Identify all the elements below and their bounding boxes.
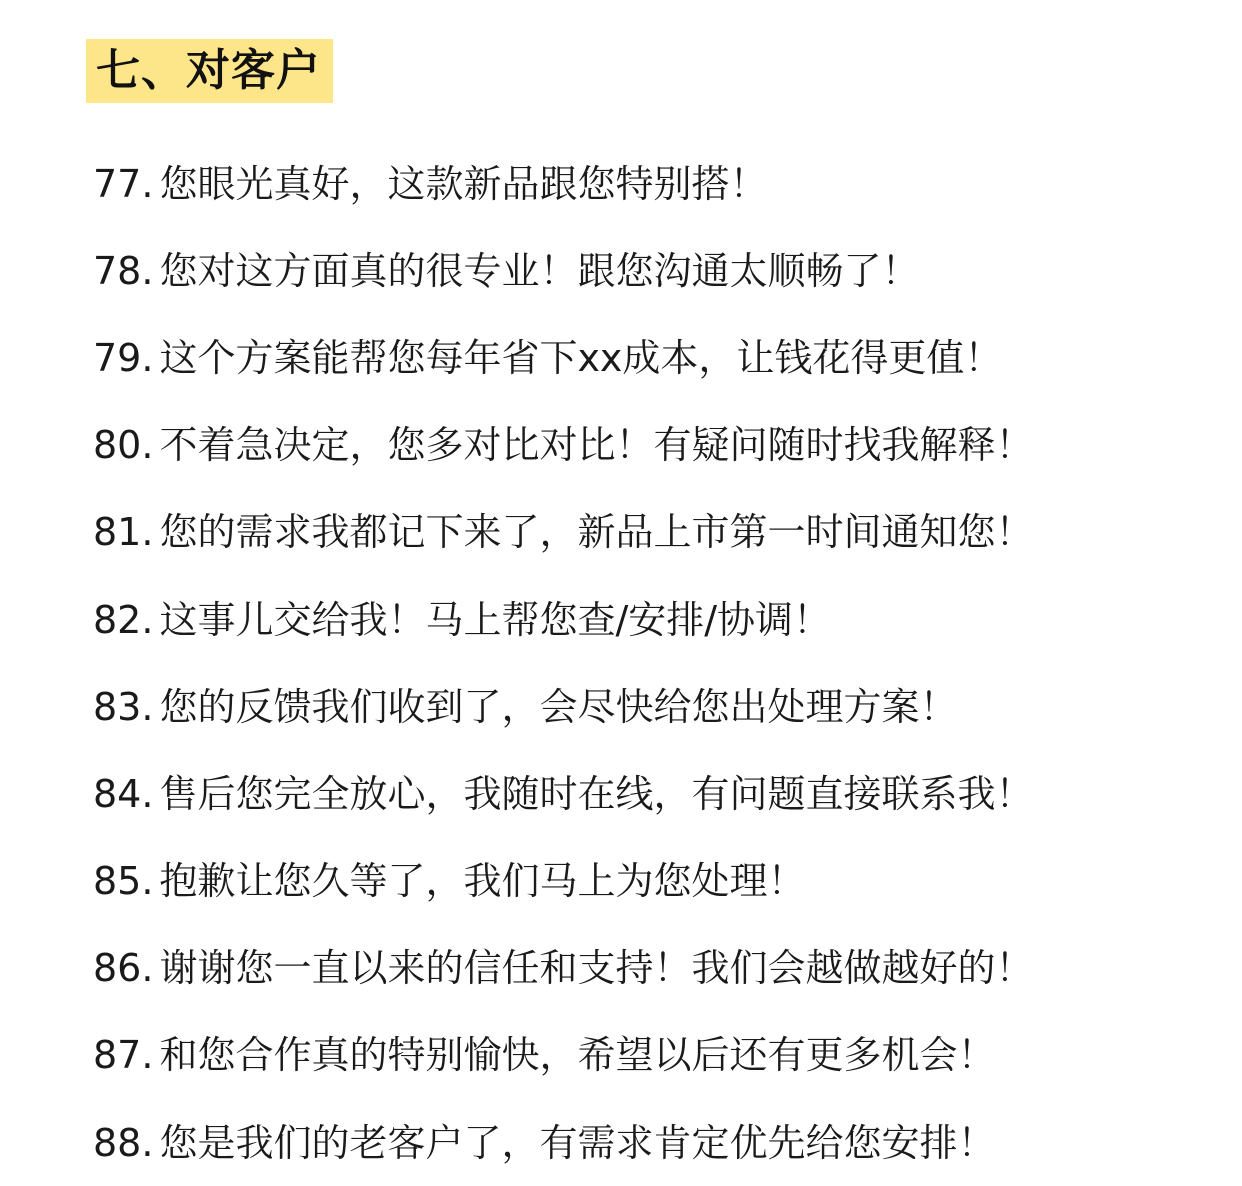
section-heading (86, 39, 333, 103)
list-item (93, 402, 1213, 489)
item-text: 您眼光真好，这款新品跟您特别搭！ (159, 161, 768, 206)
item-number: 84. (93, 771, 154, 816)
list-item (93, 314, 1213, 401)
item-number: 81. (93, 510, 154, 555)
item-number: 85. (93, 859, 154, 904)
item-text: 谢谢您一直以来的信任和支持！我们会越做越好的！ (159, 946, 1034, 991)
list-item (93, 838, 1213, 925)
list-item (93, 489, 1213, 576)
phrase-list (93, 140, 1213, 1186)
item-number: 80. (93, 423, 154, 468)
item-number: 78. (93, 248, 154, 293)
item-text: 不着急决定，您多对比对比！有疑问随时找我解释！ (159, 423, 1034, 468)
item-text: 这个方案能帮您每年省下xx成本，让钱花得更值！ (159, 335, 1003, 380)
list-item (93, 925, 1213, 1012)
item-number: 88. (93, 1120, 154, 1165)
item-number: 77. (93, 161, 154, 206)
list-item (93, 227, 1213, 314)
list-item (93, 750, 1213, 837)
list-item (93, 576, 1213, 663)
item-number: 83. (93, 684, 154, 729)
item-text: 和您合作真的特别愉快，希望以后还有更多机会！ (159, 1033, 996, 1078)
list-item (93, 1099, 1213, 1186)
item-number: 79. (93, 335, 154, 380)
item-text: 您的需求我都记下来了，新品上市第一时间通知您！ (159, 510, 1034, 555)
item-text: 您的反馈我们收到了，会尽快给您出处理方案！ (159, 684, 958, 729)
section-heading-text: 七、对客户 (96, 45, 321, 96)
item-text: 抱歉让您久等了，我们马上为您处理！ (159, 859, 806, 904)
item-number: 82. (93, 597, 154, 642)
item-text: 售后您完全放心，我随时在线，有问题直接联系我！ (159, 771, 1034, 816)
list-item (93, 1012, 1213, 1099)
item-text: 您对这方面真的很专业！跟您沟通太顺畅了！ (159, 248, 920, 293)
item-number: 86. (93, 946, 154, 991)
list-item (93, 140, 1213, 227)
item-text: 您是我们的老客户了，有需求肯定优先给您安排！ (159, 1120, 996, 1165)
item-number: 87. (93, 1033, 154, 1078)
list-item (93, 663, 1213, 750)
item-text: 这事儿交给我！马上帮您查/安排/协调！ (159, 597, 832, 642)
